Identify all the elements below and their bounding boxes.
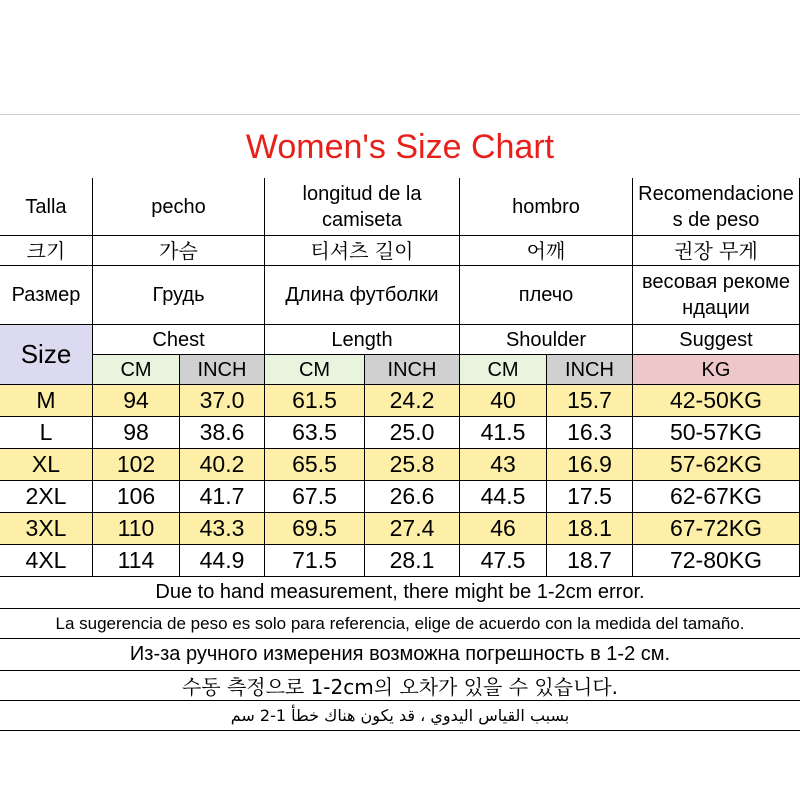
measurement-cell: 43.3: [180, 513, 265, 545]
measurement-cell: 41.5: [460, 417, 547, 449]
size-label-cell: XL: [0, 449, 93, 481]
measurement-cell: 65.5: [265, 449, 365, 481]
header-es-length: longitud de la camiseta: [265, 178, 460, 236]
header-en-size: Size: [0, 325, 93, 385]
measurement-cell: 67-72KG: [633, 513, 800, 545]
measurement-cell: 16.9: [547, 449, 633, 481]
measurement-cell: 44.9: [180, 545, 265, 577]
measurement-cell: 40.2: [180, 449, 265, 481]
header-en-shoulder: Shoulder: [460, 325, 633, 355]
measurement-cell: 25.8: [365, 449, 460, 481]
note-ar: بسبب القياس اليدوي ، قد يكون هناك خطأ 1-2 سم: [0, 701, 800, 731]
page-title: Women's Size Chart: [245, 128, 555, 166]
size-label-cell: L: [0, 417, 93, 449]
size-label-cell: M: [0, 385, 93, 417]
header-ru-shoulder: плечо: [460, 266, 633, 325]
size-label-cell: 4XL: [0, 545, 93, 577]
header-ru-chest: Грудь: [93, 266, 265, 325]
measurement-cell: 42-50KG: [633, 385, 800, 417]
note-en: Due to hand measurement, there might be 1-2cm error.: [0, 577, 800, 609]
header-es-weight: Recomendaciones de peso: [633, 178, 800, 236]
header-en-length: Length: [265, 325, 460, 355]
measurement-cell: 41.7: [180, 481, 265, 513]
note-ru: Из-за ручного измерения возможна погрешность в 1-2 см.: [0, 639, 800, 671]
measurement-cell: 44.5: [460, 481, 547, 513]
header-ru-length: Длина футболки: [265, 266, 460, 325]
note-es: La sugerencia de peso es solo para referencia, elige de acuerdo con la medida del tamaño.: [0, 609, 800, 639]
measurement-cell: 72-80KG: [633, 545, 800, 577]
measurement-cell: 69.5: [265, 513, 365, 545]
measurement-cell: 18.7: [547, 545, 633, 577]
measurement-cell: 67.5: [265, 481, 365, 513]
measurement-cell: 17.5: [547, 481, 633, 513]
measurement-cell: 18.1: [547, 513, 633, 545]
measurement-cell: 114: [93, 545, 180, 577]
unit-shoulder-cm: CM: [460, 355, 547, 385]
measurement-cell: 47.5: [460, 545, 547, 577]
header-en-suggest: Suggest: [633, 325, 800, 355]
measurement-cell: 26.6: [365, 481, 460, 513]
header-es-size: Talla: [0, 178, 93, 236]
header-ru-size: Размер: [0, 266, 93, 325]
measurement-cell: 27.4: [365, 513, 460, 545]
top-rule: [0, 114, 800, 115]
size-chart-table: [0, 178, 800, 731]
measurement-cell: 62-67KG: [633, 481, 800, 513]
measurement-cell: 57-62KG: [633, 449, 800, 481]
header-es-shoulder: hombro: [460, 178, 633, 236]
header-ko-size: 크기: [0, 236, 93, 266]
measurement-cell: 28.1: [365, 545, 460, 577]
header-ko-shoulder: 어깨: [460, 236, 633, 266]
unit-chest-cm: CM: [93, 355, 180, 385]
measurement-cell: 38.6: [180, 417, 265, 449]
unit-weight-kg: KG: [633, 355, 800, 385]
measurement-cell: 61.5: [265, 385, 365, 417]
header-ru-weight: весовая рекомендации: [633, 266, 800, 325]
measurement-cell: 102: [93, 449, 180, 481]
header-es-chest: pecho: [93, 178, 265, 236]
measurement-cell: 25.0: [365, 417, 460, 449]
measurement-cell: 71.5: [265, 545, 365, 577]
header-en-chest: Chest: [93, 325, 265, 355]
measurement-cell: 50-57KG: [633, 417, 800, 449]
measurement-cell: 37.0: [180, 385, 265, 417]
unit-chest-inch: INCH: [180, 355, 265, 385]
unit-shoulder-inch: INCH: [547, 355, 633, 385]
measurement-cell: 40: [460, 385, 547, 417]
measurement-cell: 46: [460, 513, 547, 545]
measurement-cell: 110: [93, 513, 180, 545]
unit-length-cm: CM: [265, 355, 365, 385]
measurement-cell: 16.3: [547, 417, 633, 449]
note-ko: 수동 측정으로 1-2cm의 오차가 있을 수 있습니다.: [0, 671, 800, 701]
header-ko-length: 티셔츠 길이: [265, 236, 460, 266]
header-ko-chest: 가슴: [93, 236, 265, 266]
measurement-cell: 106: [93, 481, 180, 513]
measurement-cell: 98: [93, 417, 180, 449]
measurement-cell: 94: [93, 385, 180, 417]
unit-length-inch: INCH: [365, 355, 460, 385]
header-ko-weight: 권장 무게: [633, 236, 800, 266]
measurement-cell: 15.7: [547, 385, 633, 417]
measurement-cell: 63.5: [265, 417, 365, 449]
size-label-cell: 2XL: [0, 481, 93, 513]
measurement-cell: 24.2: [365, 385, 460, 417]
measurement-cell: 43: [460, 449, 547, 481]
size-label-cell: 3XL: [0, 513, 93, 545]
